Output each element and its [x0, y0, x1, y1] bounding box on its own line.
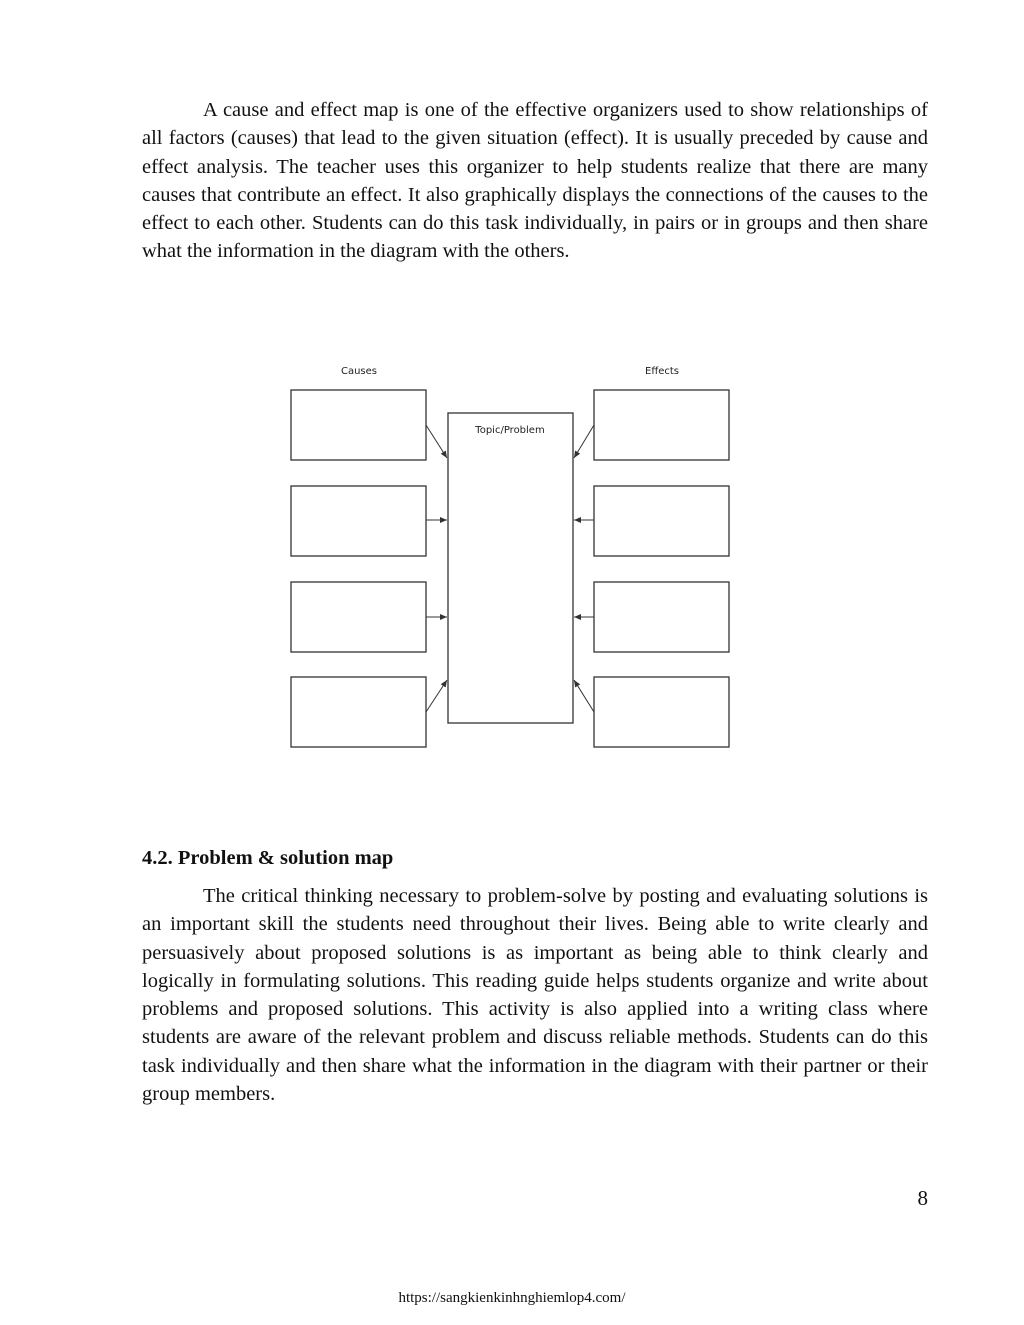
cause-box — [291, 390, 426, 460]
cause-box — [291, 582, 426, 652]
cause-arrow — [426, 425, 447, 458]
cause-box — [291, 486, 426, 556]
effect-box — [594, 582, 729, 652]
paragraph-cause-effect: A cause and effect map is one of the effective organizers used to show relationships of all factors (causes) that lead to the given situation (effect). It is usually preceded by cause and effect analysis. The teacher uses this organizer to help students realize that there are many causes that contribute an effect. It also graphically displays the connections of the causes to the effect to each other. Students can do this task individually, in pairs or in groups and then share what the information in the diagram with the others. — [142, 99, 928, 263]
topic-problem-box — [448, 413, 573, 723]
cause-arrow — [426, 680, 447, 712]
effect-arrow — [574, 680, 594, 712]
effects-label: Effects — [645, 366, 679, 377]
cause-box — [291, 677, 426, 747]
footer-url: https://sangkienkinhnghiemlop4.com/ — [398, 1290, 626, 1306]
topic-problem-label: Topic/Problem — [475, 425, 545, 436]
page-number: 8 — [917, 1186, 928, 1210]
effect-arrow — [574, 425, 594, 458]
effect-box — [594, 677, 729, 747]
section-heading-problem-solution: 4.2. Problem & solution map — [142, 847, 394, 869]
paragraph-problem-solution: The critical thinking necessary to problem-solve by posting and evaluating solutions is an important skill the students need throughout their lives. Being able to write clearly and persuasively about proposed solutions is as important as being able to think clearly and logically in formulating solutions. This reading guide helps students organize and write about problems and proposed solutions. This activity is also applied into a writing class where students are aware of the relevant problem and discuss reliable methods. Students can do this task individually and then share what the information in the diagram with their partner or their group members. — [142, 885, 928, 1106]
causes-label: Causes — [340, 366, 378, 377]
effect-box — [594, 486, 729, 556]
effect-box — [594, 390, 729, 460]
